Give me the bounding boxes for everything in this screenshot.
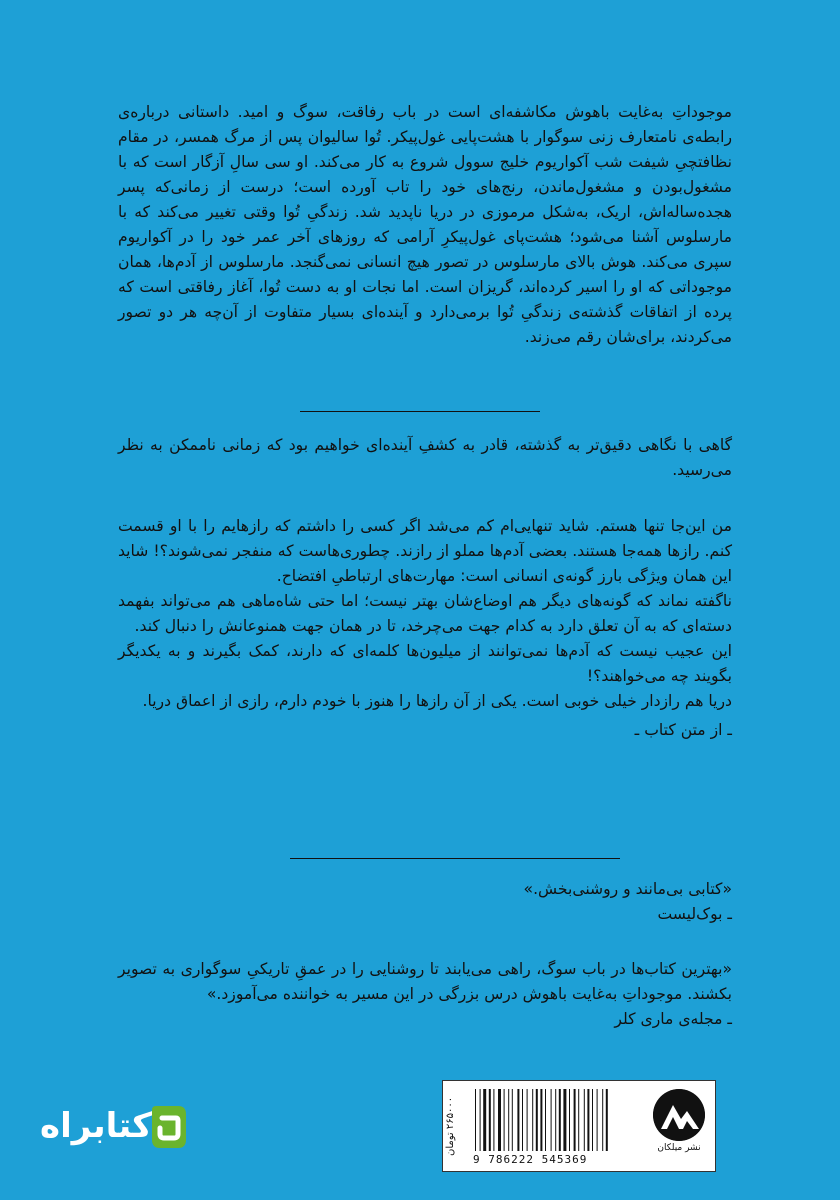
ketabrah-book-icon — [148, 1104, 190, 1150]
barcode-bar — [532, 1089, 533, 1151]
barcode-bar — [517, 1089, 519, 1151]
barcode-bar — [536, 1089, 538, 1151]
synopsis-block — [118, 100, 732, 350]
barcode-bar — [527, 1089, 528, 1151]
divider-line — [300, 411, 540, 412]
barcode-bar — [602, 1089, 603, 1151]
barcode-bar — [578, 1089, 579, 1151]
synopsis-text: موجوداتِ به‌غایت باهوش مکاشفه‌ای است در باب رفاقت، سوگ و امید. داستانی درباره‌ی رابطه‌ی نامتعارف زنی سوگوار با هشت‌پایی غول‌پیکر. تُوا سالیوان پس از مرگ همسر، در مقام نظافتچیِ شیفت شب آکواریوم خلیج سوول شروع به کار می‌کند. او سی سالِ آزگار است که با مشغول‌بودن و مشغول‌ماندن، رنج‌های خود را تاب آورده است؛ درست از زمانی‌که پسر هجده‌ساله‌اش، اریک، به‌شکل مرموزی در دریا ناپدید شد. زندگیِ تُوا وقتی تغییر می‌کند که با مارسلوس آشنا می‌شود؛ هشت‌پای غول‌پیکرِ آرامی که روزهای آخر عمر خود را در آکواریوم سپری می‌کند. هوش بالای مارسلوس در تصور هیچ انسانی نمی‌گنجد. مارسلوس از آدم‌ها، همان موجوداتی که او را اسیر کرده‌اند، گریزان است. اما نجات او به دست تُوا، آغاز رفاقتی است که پرده از اتفاقات گذشته‌ی زندگیِ تُوا برمی‌دارد و آینده‌ای بسیار متفاوت از آن‌چه هر دو تصور می‌کردند، برای‌شان رقم می‌زند. — [118, 103, 732, 346]
barcode-bar — [512, 1089, 513, 1151]
barcode-bar — [587, 1089, 589, 1151]
barcode-bar — [606, 1089, 608, 1151]
barcode-bar — [563, 1089, 566, 1151]
barcode-panel — [442, 1080, 716, 1172]
barcode-bar — [592, 1089, 593, 1151]
ketabrah-logo — [40, 1100, 190, 1160]
barcode-bar — [508, 1089, 509, 1151]
barcode-bar — [551, 1089, 552, 1151]
barcode-bar — [574, 1089, 576, 1151]
barcode-bar — [545, 1089, 546, 1151]
barcode-bar — [584, 1089, 585, 1151]
barcode-bar — [559, 1089, 561, 1151]
barcode-bar — [504, 1089, 505, 1151]
barcode-bar — [555, 1089, 556, 1151]
barcode-bar — [475, 1089, 476, 1151]
mountain-icon — [653, 1089, 705, 1141]
pull-quote-text: گاهی با نگاهی دقیق‌تر به گذشته، قادر به کشفِ آینده‌ای خواهیم بود که زمانی ناممکن به نظر می‌رسید. — [118, 436, 732, 479]
price-label: ۲۶۵۰۰۰ تومان — [445, 1096, 456, 1156]
praise-source: ـ بوک‌لیست — [657, 905, 732, 923]
ketabrah-wordmark: کتابراه — [40, 1106, 153, 1146]
barcode-bar — [493, 1089, 494, 1151]
barcode-image — [473, 1089, 643, 1153]
isbn-number: 9 786222 545369 — [473, 1153, 588, 1166]
barcode-bar — [480, 1089, 481, 1151]
excerpt-paragraph: ناگفته نماند که گونه‌های دیگر هم اوضاع‌شان بهتر نیست؛ اما حتی شاه‌ماهی هم می‌تواند بفهمد دسته‌ای که به آن تعلق دارد به کدام جهت می‌چرخد، تا در همان جهت همنوعانش را دنبال کند. — [118, 592, 732, 635]
barcode-bar — [597, 1089, 598, 1151]
pull-quote — [118, 433, 732, 483]
praise-quote: «کتابی بی‌مانند و روشنی‌بخش.» — [523, 880, 732, 898]
publisher-name: نشر میلکان — [657, 1143, 701, 1153]
barcode-bar — [483, 1089, 486, 1151]
excerpt-paragraph: دریا هم رازدار خیلی خوبی است. یکی از آن رازها را هنوز با خودم دارم، رازی از اعماق دریا. — [142, 692, 732, 710]
excerpt-paragraph: این عجیب نیست که آدم‌ها نمی‌توانند از میلیون‌ها کلمه‌ای که دارند، کمک بگیرند و به یکدیگر بگویند چه می‌خواهند؟! — [118, 642, 732, 685]
praise-item — [118, 877, 732, 927]
excerpt-source: ـ از متن کتاب ـ — [634, 721, 732, 739]
barcode-bar — [489, 1089, 491, 1151]
barcode-bar — [569, 1089, 570, 1151]
excerpt-paragraph: من این‌جا تنها هستم. شاید تنهایی‌ام کم می‌شد اگر کسی را داشتم که رازهایم را با او قسمت کنم. رازها همه‌جا هستند. بعضی آدم‌ها مملو از رازند. چطوری‌هاست که منفجر نمی‌شوند؟! شاید این همان ویژگی بارز گونه‌ی انسانی است: مهارت‌های ارتباطیِ افتضاح. — [118, 517, 732, 585]
publisher-logo — [651, 1089, 707, 1163]
praise-source: ـ مجله‌ی ماری کلر — [614, 1010, 732, 1028]
praise-item — [118, 957, 732, 1032]
excerpt-block — [118, 514, 732, 743]
praise-quote: «بهترین کتاب‌ها در باب سوگ، راهی می‌یابند تا روشنایی را در عمقِ تاریکیِ سوگواری به تصویر بکشند. موجوداتِ به‌غایت باهوش درس بزرگی در این مسیر به خواننده می‌آموزد.» — [118, 960, 732, 1003]
divider-line — [290, 858, 620, 859]
barcode-bar — [498, 1089, 501, 1151]
barcode-bar — [540, 1089, 542, 1151]
barcode-bar — [522, 1089, 523, 1151]
